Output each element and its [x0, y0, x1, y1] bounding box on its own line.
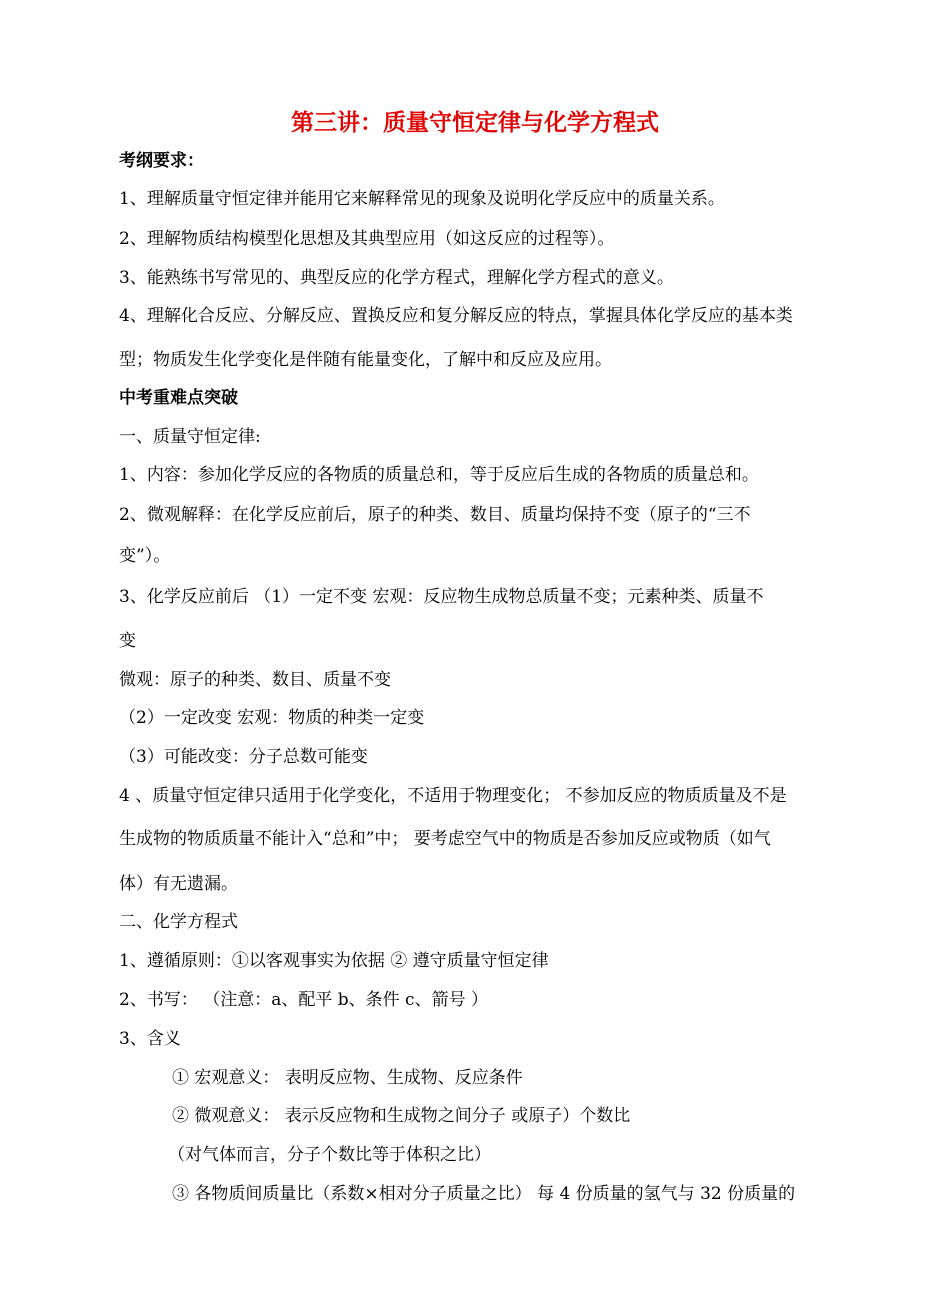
- text-line: 2、书写： （注意：a、配平 b、条件 c、箭号 ）: [119, 990, 488, 1010]
- section-heading-key-points: 中考重难点突破: [119, 388, 238, 408]
- text-line: （2）一定改变 宏观：物质的种类一定变: [119, 708, 425, 728]
- text-line: 4 、质量守恒定律只适用于化学变化，不适用于物理变化； 不参加反应的物质质量及不是: [119, 786, 787, 806]
- text-line: 体）有无遗漏。: [119, 874, 238, 894]
- text-line: ① 宏观意义： 表明反应物、生成物、反应条件: [172, 1068, 523, 1088]
- text-line: 生成物的物质质量不能计入“总和”中； 要考虑空气中的物质是否参加反应或物质（如气: [119, 829, 771, 849]
- text-line: 变”）。: [119, 546, 171, 566]
- text-line: 微观：原子的种类、数目、质量不变: [119, 670, 391, 690]
- text-line: 一、质量守恒定律:: [119, 427, 261, 447]
- text-line: 二、化学方程式: [119, 912, 238, 932]
- text-line: 3、化学反应前后 （1）一定不变 宏观：反应物生成物总质量不变；元素种类、质量不: [119, 587, 764, 607]
- section-heading-syllabus: 考纲要求：: [119, 151, 204, 171]
- text-line: 型；物质发生化学变化是伴随有能量变化，了解中和反应及应用。: [119, 350, 612, 370]
- text-line: 变: [119, 631, 136, 651]
- text-line: （3）可能改变：分子总数可能变: [119, 747, 368, 767]
- text-line: ② 微观意义： 表示反应物和生成物之间分子 或原子）个数比: [172, 1106, 631, 1126]
- text-line: 2、理解物质结构模型化思想及其典型应用（如这反应的过程等）。: [119, 229, 615, 249]
- page-title: 第三讲：质量守恒定律与化学方程式: [291, 110, 659, 136]
- text-line: 1、内容：参加化学反应的各物质的质量总和，等于反应后生成的各物质的质量总和。: [119, 465, 759, 485]
- text-line: 4、理解化合反应、分解反应、置换反应和复分解反应的特点，掌握具体化学反应的基本类: [119, 306, 793, 326]
- text-line: 2、微观解释：在化学反应前后，原子的种类、数目、质量均保持不变（原子的“三不: [119, 505, 751, 525]
- text-line: 3、含义: [119, 1029, 181, 1049]
- text-line: 1、遵循原则：①以客观事实为依据 ② 遵守质量守恒定律: [119, 951, 549, 971]
- text-line: （对气体而言，分子个数比等于体积之比）: [168, 1145, 491, 1165]
- text-line: ③ 各物质间质量比（系数×相对分子质量之比） 每 4 份质量的氢气与 32 份质量的: [172, 1184, 796, 1204]
- text-line: 3、能熟练书写常见的、典型反应的化学方程式，理解化学方程式的意义。: [119, 268, 674, 288]
- text-line: 1、理解质量守恒定律并能用它来解释常见的现象及说明化学反应中的质量关系。: [119, 189, 725, 209]
